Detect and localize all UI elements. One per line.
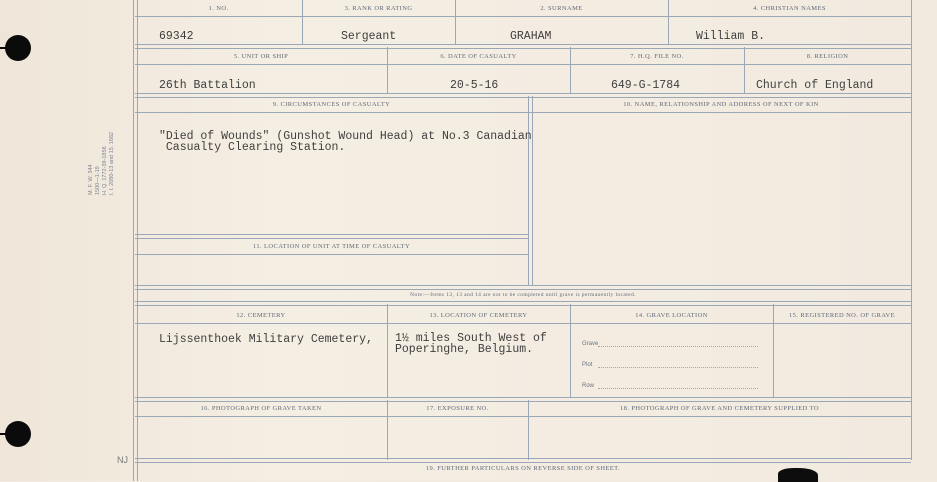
plot-field-label: Plot [582, 362, 593, 368]
unit-value: 26th Battalion [159, 79, 256, 92]
religion-value: Church of England [756, 79, 874, 92]
label-circumstances: 9. CIRCUMSTANCES OF CASUALTY [272, 101, 391, 108]
margin-initials: NJ [117, 455, 128, 465]
label-next-of-kin: 10. NAME, RELATIONSHIP AND ADDRESS OF NEXT OF KIN [623, 101, 819, 108]
label-further-particulars: 19. FURTHER PARTICULARS ON REVERSE SIDE OF SHEET. [425, 465, 621, 472]
label-no: 1. NO. [208, 5, 229, 12]
service-number: 69342 [159, 30, 194, 43]
label-date: 6. DATE OF CASUALTY [440, 53, 517, 60]
cemetery-value: Lijssenthoek Military Cemetery, [159, 333, 373, 346]
circumstances-value: "Died of Wounds" (Gunshot Wound Head) at No.3 Canadian Casualty Clearing Station. [159, 130, 532, 154]
label-christian-names: 4. CHRISTIAN NAMES [753, 5, 826, 12]
label-exposure-no: 17. EXPOSURE NO. [426, 405, 489, 412]
row-field-label: Row [582, 383, 595, 389]
form-print-code: M. F. W. 344 1500—1-19 H. Q. 1772-39-1858 I. I. 2080-13 and 15. 1682 [88, 132, 115, 195]
right-rule [911, 0, 912, 460]
label-unit: 5. UNIT OR SHIP [233, 53, 289, 60]
rank-value: Sergeant [341, 30, 397, 43]
christian-names-value: William B. [696, 30, 766, 43]
punch-hole-bottom [5, 421, 31, 447]
label-surname: 2. SURNAME [540, 5, 583, 12]
label-photo-supplied: 18. PHOTOGRAPH OF GRAVE AND CEMETERY SUPPLIED TO [619, 405, 820, 412]
label-grave-location: 14. GRAVE LOCATION [635, 312, 708, 319]
label-location-of-cemetery: 13. LOCATION OF CEMETERY [429, 312, 528, 319]
label-rank: 3. RANK OR RATING [344, 5, 413, 12]
label-photo-taken: 16. PHOTOGRAPH OF GRAVE TAKEN [200, 405, 322, 412]
label-religion: 8. RELIGION [806, 53, 849, 60]
grave-field-label: Grave [582, 341, 599, 347]
punch-hole-top [5, 35, 31, 61]
cemetery-location-value: 1½ miles South West of Poperinghe, Belgium. [395, 332, 547, 356]
date-value: 20-5-16 [450, 79, 499, 92]
label-location-of-unit: 11. LOCATION OF UNIT AT TIME OF CASUALTY [252, 243, 411, 250]
label-cemetery: 12. CEMETERY [236, 312, 286, 319]
label-file-no: 7. H.Q. FILE NO. [630, 53, 684, 60]
ink-blot [778, 468, 818, 482]
label-registered-no: 15. REGISTERED NO. OF GRAVE [788, 312, 896, 319]
surname-value: GRAHAM [510, 30, 552, 43]
note-text: Note:—Items 12, 13 and 14 are not to be completed until grave is permanently located. [410, 292, 636, 298]
file-no-value: 649-G-1784 [611, 79, 681, 92]
